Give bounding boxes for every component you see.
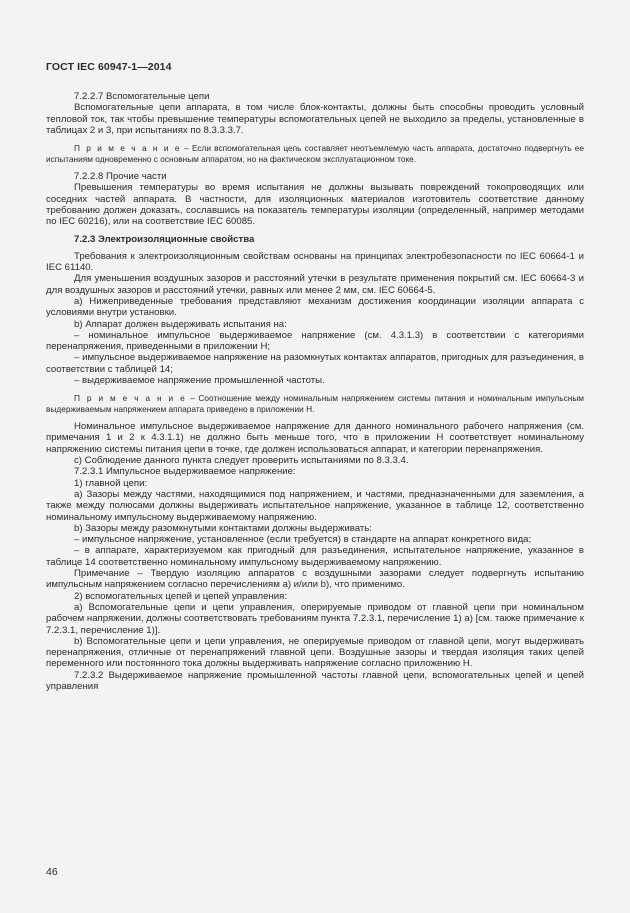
paragraph: Вспомогательные цепи аппарата, в том числе блок-контакты, должны быть способны проводить условный тепловой ток, так чтобы превышение температуры вспомогательных цепей не выходило за пределы, установленные в таблицах 2 и 3, при испытаниях по 8.3.3.3.7.: [46, 102, 584, 136]
list-item: 2) вспомогательных цепей и цепей управления:: [74, 590, 287, 602]
list-item: 1) главной цепи:: [74, 477, 148, 489]
list-item: а) Зазоры между частями, находящимися под напряжением, и частями, предназначенными для заземления, а также между полюсами должны выдерживать испытательное напряжение, указанное в таблице 12, соответственно номинальному импульсному выдерживаемому напряжению.: [46, 488, 584, 523]
note-text: – Соотношение между номинальным напряжением системы питания и номинальным импульсным выдерживаемым напряжением аппарата приведено в приложении Н.: [46, 393, 584, 414]
page-body: [46, 91, 584, 692]
list-item: а) Нижеприведенные требования представляют механизм достижения координации изоляции аппарата с условиями внутри установки.: [46, 295, 584, 319]
list-item: с) Соблюдение данного пункта следует проверить испытаниями по 8.3.3.4.: [74, 455, 409, 467]
page-number: 46: [46, 866, 58, 878]
paragraph: Превышения температуры во время испытания не должны вызывать повреждений токопроводящих или соседних частей аппарата. В частности, для изоляционных материалов изготовитель соответствие данному требованию должен доказать, сославшись на показатель температуры изоляции (определенный, например методами по IEC 60216), или на соответствие IEC 60085.: [46, 182, 584, 228]
note: [46, 143, 584, 164]
list-item: b) Аппарат должен выдерживать испытания на:: [74, 318, 287, 330]
list-item: – в аппарате, характеризуемом как пригодный для разъединения, испытательное напряжение, указанное в таблице 14 соответственно номинальному импульсному выдерживаемому напряжению.: [46, 545, 584, 568]
section-heading-7231: 7.2.3.1 Импульсное выдерживаемое напряжение:: [74, 466, 296, 478]
list-item: – импульсное выдерживаемое напряжение на разомкнутых контактах аппаратов, пригодных для разъединения, в соответствии с таблицей 14;: [46, 352, 584, 375]
list-item: – номинальное импульсное выдерживаемое напряжение (см. 4.3.1.3) в соответствии с категориями перенапряжения, приведенными в приложении Н;: [46, 329, 584, 353]
document-header: ГОСТ IEC 60947-1—2014: [46, 61, 172, 73]
note-label: П р и м е ч а н и е: [74, 143, 182, 154]
inline-note: Примечание – Твердую изоляцию аппаратов с воздушными зазорами следует подвергнуть испытанию импульсным напряжением согласно перечислениям а) и/или b), что применимо.: [46, 568, 584, 591]
list-item: – импульсное напряжение, установленное (если требуется) в стандарте на аппарат конкретного вида;: [74, 534, 532, 546]
section-heading-723: 7.2.3 Электроизоляционные свойства: [74, 234, 255, 246]
note-label: П р и м е ч а н и е: [74, 393, 187, 404]
paragraph: Номинальное импульсное выдерживаемое напряжение для данного номинального рабочего напряжения (см. примечания 1 и 2 к 4.3.1.1) не должно быть меньше того, что в приложении Н соответствует номинальному напряжению системы питания цепи в точке, где должен использоваться аппарат, и категории перенапряжения.: [46, 421, 584, 455]
note: [46, 393, 584, 414]
list-item: а) Вспомогательные цепи и цепи управления, оперируемые приводом от главной цепи при номинальном рабочем напряжении, должны соответствовать требованиям пункта 7.2.3.1, перечисление 1) а) [см. также примечание к 7.2.3.1, перечисление 1)].: [46, 601, 584, 636]
section-heading-7227: 7.2.2.7 Вспомогательные цепи: [74, 91, 210, 102]
list-item: b) Вспомогательные цепи и цепи управления, не оперируемые приводом от главной цепи, могут выдерживать перенапряжения, отличные от перенапряжений главной цепи. Воздушные зазоры и твердая изоляция таких цепей переменного или постоянного тока должны выдерживать напряжение согласно приложению Н.: [46, 635, 584, 670]
section-heading-7232: 7.2.3.2 Выдерживаемое напряжение промышленной частоты главной цепи, вспомогательных цепей и цепей управления: [46, 669, 584, 692]
section-heading-7228: 7.2.2.8 Прочие части: [74, 171, 167, 182]
paragraph: Требования к электроизоляционным свойствам основаны на принципах электробезопасности по IEC 60664-1 и IEC 61140.: [46, 250, 584, 274]
list-item: b) Зазоры между разомкнутыми контактами должны выдерживать:: [74, 522, 372, 534]
list-item: – выдерживаемое напряжение промышленной частоты.: [74, 375, 325, 387]
note-text: – Если вспомогательная цепь составляет неотъемлемую часть аппарата, достаточно подвергнуть ее испытаниям одновременно с основным аппаратом, но на фактическом эксплуатационном токе.: [46, 143, 584, 164]
paragraph: Для уменьшения воздушных зазоров и расстояний утечки в результате применения покрытий см. IEC 60664-3 и для воздушных зазоров и расстояний утечки, равных или менее 2 мм, см. IEC 60664-5.: [46, 273, 584, 296]
